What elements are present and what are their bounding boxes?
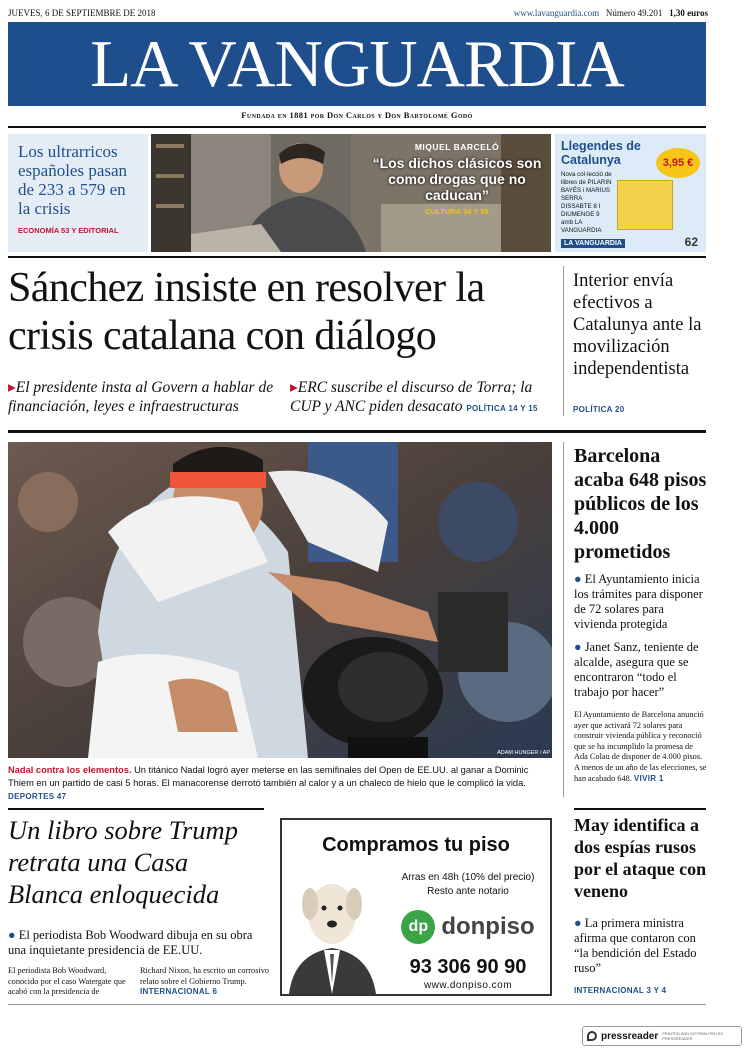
- pressreader-badge[interactable]: [582, 1026, 742, 1046]
- side2-section[interactable]: VIVIR 1: [633, 773, 664, 783]
- lead-headline[interactable]: Sánchez insiste en resolver la crisis catalana con diálogo: [8, 265, 485, 359]
- side1-section[interactable]: POLÍTICA 20: [573, 405, 625, 414]
- bullet-icon: ●: [574, 640, 582, 654]
- bullet-icon: ●: [574, 916, 582, 930]
- side2-body: El Ayuntamiento de Barcelona anunció ayer que activará 72 solares para construir vivienda pública y reconoció que se ha incumplido la promesa de Ada Colau de disponer de 4.000 pisos. A menos de un año de las elecciones, se han acabado 648. VIVIR 1: [574, 710, 707, 783]
- teaser-left-headline: Los ultrarricos españoles pasan de 233 a 579 en la crisis: [18, 142, 128, 218]
- trump-col-1: El periodista Bob Woodward, conocido por el caso Watergate que acabó con la presidencia de: [8, 966, 126, 997]
- divider: [563, 442, 564, 797]
- lead-sub-2: ▸ERC suscribe el discurso de Torra; la CUP y ANC piden desacato POLÍTICA 14 Y 15: [290, 379, 538, 415]
- issue-number: Número 49.201: [605, 8, 663, 18]
- rule: [8, 126, 706, 128]
- bullet-icon: ●: [8, 928, 16, 942]
- promo-number: 62: [684, 235, 698, 249]
- ad-logo: [386, 910, 550, 944]
- promo-title: Llegendes de Catalunya: [561, 139, 641, 167]
- teaser-quote-block: [367, 142, 547, 216]
- promo-price-badge: [656, 148, 700, 178]
- teaser-left-section: ECONOMÍA 53 Y EDITORIAL: [18, 226, 119, 235]
- bullet-icon: ●: [574, 572, 582, 586]
- pressreader-fine: PRINTED AND DISTRIBUTED BY PRESSREADER: [662, 1031, 724, 1041]
- teaser-author: MIQUEL BARCELÓ: [414, 142, 500, 152]
- header-meta: [514, 8, 708, 18]
- website-link[interactable]: www.lavanguardia.com: [513, 8, 600, 18]
- rule: [8, 430, 706, 433]
- lead-section[interactable]: POLÍTICA 14 Y 15: [466, 404, 538, 413]
- lead-sub-1: ▸El presidente insta al Govern a hablar de financiación, leyes e infraestructuras: [8, 379, 274, 415]
- teaser-quote-section: CULTURA 34 Y 35: [425, 207, 489, 216]
- rule: [574, 808, 706, 810]
- side2-bullet-2: ● Janet Sanz, teniente de alcalde, asegura que se encontraron “todo el trabajo por hacer”: [574, 640, 699, 699]
- main-photo[interactable]: [8, 442, 552, 758]
- price: 1,30 euros: [669, 8, 708, 18]
- side3-section[interactable]: INTERNACIONAL 3 Y 4: [574, 986, 667, 995]
- ad-title: Compramos tu piso: [322, 834, 510, 856]
- ad-line-2: Resto ante notario: [427, 886, 509, 897]
- teaser-quote: “Los dichos clásicos son como drogas que no caducan”: [372, 155, 542, 203]
- photo-credit: ADAM HUNGER / AP: [497, 750, 550, 756]
- side1-headline[interactable]: Interior envía efectivos a Catalunya ante la movilización independentista: [573, 271, 702, 379]
- triangle-icon: ▸: [290, 379, 298, 396]
- side2-headline[interactable]: Barcelona acaba 648 pisos públicos de los 4.000 prometidos: [574, 445, 707, 563]
- ad-line-1: Arras en 48h (10% del precio): [401, 872, 535, 883]
- promo-books: [617, 180, 673, 230]
- caption-lead: Nadal contra los elementos.: [8, 765, 132, 775]
- teaser-left[interactable]: [8, 134, 148, 252]
- promo-brand: LA VANGUARDIA: [561, 239, 625, 248]
- pressreader-label: pressreader: [601, 1030, 659, 1042]
- caption-section[interactable]: DEPORTES 47: [8, 792, 67, 801]
- ad-web[interactable]: www.donpiso.com: [423, 980, 513, 991]
- dog-in-suit-illustration: [284, 864, 380, 994]
- divider: [8, 1004, 706, 1005]
- masthead-title: LA VANGUARDIA: [90, 26, 624, 101]
- rule: [8, 256, 706, 258]
- side2-bullet-1: ● El Ayuntamiento inicia los trámites para disponer de 72 solares para vivienda protegida: [574, 572, 703, 631]
- ad-donpiso[interactable]: [280, 818, 552, 996]
- trump-headline[interactable]: Un libro sobre Trump retrata una Casa Blanca enloquecida: [8, 815, 238, 909]
- founded-line: Fundada en 1881 por Don Carlos y Don Bartolomé Godó: [241, 110, 473, 120]
- masthead[interactable]: [8, 22, 706, 106]
- caption-text: Un titánico Nadal logró ayer meterse en las semifinales del Open de EE.UU. al ganar a Dominic Thiem en un partido de casi 5 horas. El manacorense derrotó también al calor y a un chaleco de hielo que le complicó la vida.: [8, 765, 529, 788]
- donpiso-logo-icon: dp: [401, 910, 435, 944]
- teaser-photo[interactable]: [151, 134, 551, 252]
- promo-price: 3,95 €: [662, 157, 694, 169]
- promo-body: Nova col·lecció de llibres de PILARIN BAYÉS i MARIUS SERRA DISSABTE 8 I DIUMENGE 9 amb LA VANGUARDIA: [561, 171, 612, 234]
- side3-headline[interactable]: May identifica a dos espías rusos por el ataque con veneno: [574, 815, 707, 901]
- triangle-icon: ▸: [8, 379, 16, 396]
- rule: [8, 808, 264, 810]
- ad-brand: donpiso: [441, 913, 535, 940]
- divider: [563, 266, 564, 416]
- pressreader-icon: [587, 1031, 597, 1041]
- date-line: JUEVES, 6 DE SEPTIEMBRE DE 2018: [8, 8, 156, 18]
- trump-section[interactable]: INTERNACIONAL 6: [140, 987, 218, 997]
- promo-box[interactable]: [555, 134, 706, 252]
- trump-bullet: ● El periodista Bob Woodward dibuja en su obra una inquietante presidencia de EE.UU.: [8, 928, 253, 957]
- ad-phone[interactable]: 93 306 90 90: [409, 956, 527, 978]
- trump-col-2: Richard Nixon, ha escrito un corrosivo relato sobre el Gobierno Trump. INTERNACIONAL 6: [140, 966, 270, 997]
- side3-bullet: ● La primera ministra afirma que contaron con “la bendición del Estado ruso”: [574, 916, 697, 975]
- photo-caption: [8, 764, 556, 803]
- tennis-player-photo: [8, 442, 552, 758]
